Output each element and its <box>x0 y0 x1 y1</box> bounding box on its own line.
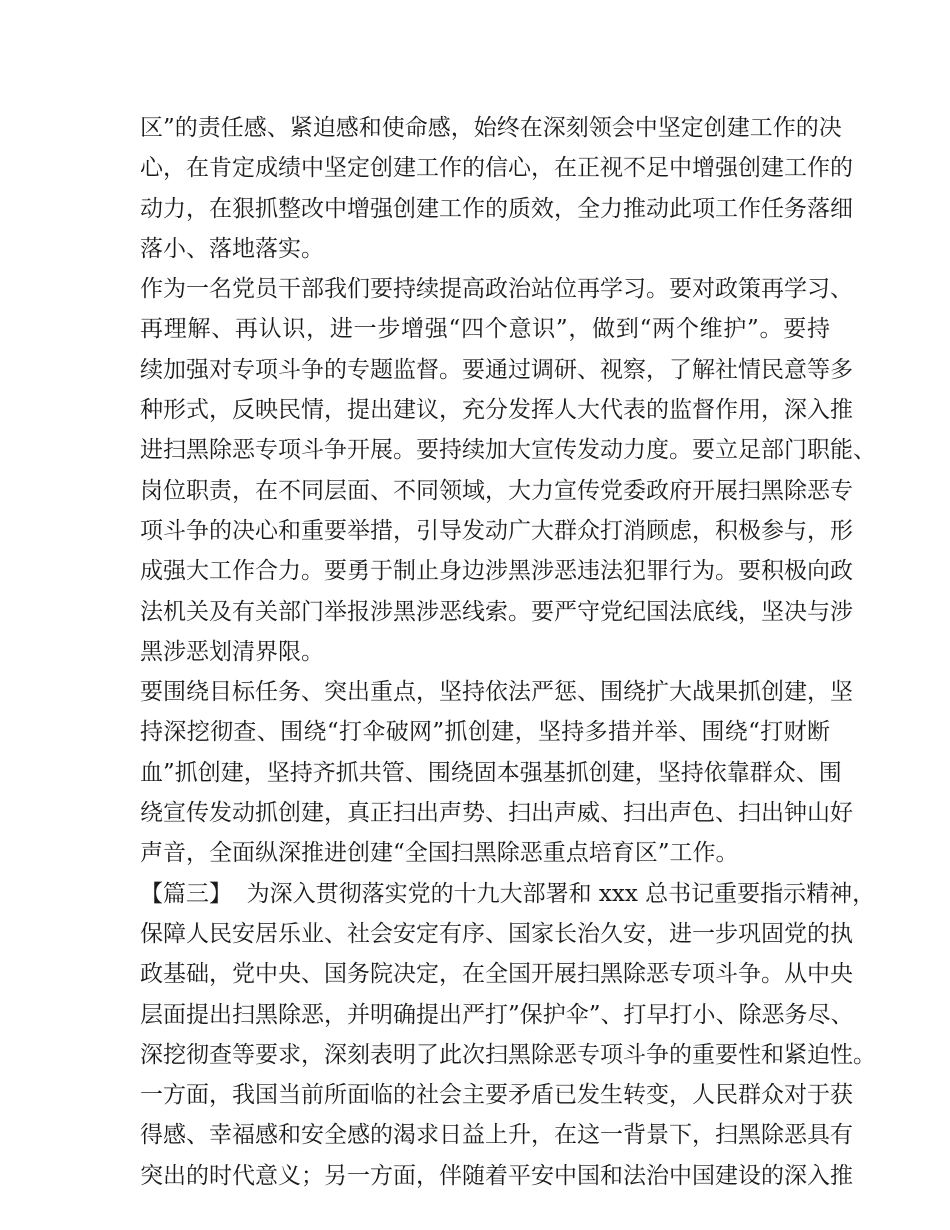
text-line: 得感、幸福感和安全感的渴求日益上升，在这一背景下，扫黑除恶具有 <box>140 1122 853 1149</box>
text-line: 作为一名党员干部我们要持续提高政治站位再学习。要对政策再学习、 <box>140 276 853 303</box>
text-line: 项斗争的决心和重要举措，引导发动广大群众打消顾虑，积极参与，形 <box>140 517 853 544</box>
text-line: 进扫黑除恶专项斗争开展。要持续加大宣传发动力度。要立足部门职能、 <box>140 437 876 464</box>
paragraph-p4 <box>140 874 876 1196</box>
text-line: 一方面，我国当前所面临的社会主要矛盾已发生转变，人民群众对于获 <box>140 1082 853 1109</box>
document-page <box>140 108 876 1196</box>
text-line: 落小、落地落实。 <box>140 235 324 262</box>
paragraph-p2 <box>140 269 876 672</box>
text-line: 动力，在狠抓整改中增强创建工作的质效，全力推动此项工作任务落细 <box>140 195 853 222</box>
text-line: 保障人民安居乐业、社会安定有序、国家长治久安，进一步巩固党的执 <box>140 920 853 947</box>
text-line: 再理解、再认识，进一步增强“四个意识”，做到“两个维护”。要持 <box>140 316 830 343</box>
text-line: 心，在肯定成绩中坚定创建工作的信心，在正视不足中增强创建工作的 <box>140 155 853 182</box>
text-line: 区”的责任感、紧迫感和使命感，始终在深刻领会中坚定创建工作的决 <box>140 115 842 141</box>
text-line: 【篇三】 为深入贯彻落实党的十九大部署和 xxx 总书记重要指示精神， <box>140 880 876 907</box>
text-line: 深挖彻查等要求，深刻表明了此次扫黑除恶专项斗争的重要性和紧迫性。 <box>140 1041 876 1068</box>
text-line: 持深挖彻查、围绕“打伞破网”抓创建，坚持多措并举、围绕“打财断 <box>140 719 830 746</box>
text-line: 要围绕目标任务、突出重点，坚持依法严惩、围绕扩大战果抓创建，坚 <box>140 679 853 706</box>
text-line: 血”抓创建，坚持齐抓共管、围绕固本强基抓创建，坚持依靠群众、围 <box>140 759 842 786</box>
text-line: 绕宣传发动抓创建，真正扫出声势、扫出声威、扫出声色、扫出钟山好 <box>140 800 853 827</box>
text-line: 法机关及有关部门举报涉黑涉恶线索。要严守党纪国法底线，坚决与涉 <box>140 598 853 625</box>
paragraph-p1 <box>140 108 853 269</box>
text-line: 层面提出扫黑除恶，并明确提出严打”保护伞”、打早打小、除恶务尽、 <box>140 1001 854 1028</box>
text-line: 岗位职责，在不同层面、不同领域，大力宣传党委政府开展扫黑除恶专 <box>140 477 853 504</box>
text-line: 黑涉恶划清界限。 <box>140 638 324 665</box>
text-line: 续加强对专项斗争的专题监督。要通过调研、视察，了解社情民意等多 <box>140 356 853 383</box>
text-line: 突出的时代意义；另一方面，伴随着平安中国和法治中国建设的深入推 <box>140 1162 853 1189</box>
paragraph-p3 <box>140 672 853 873</box>
text-line: 成强大工作合力。要勇于制止身边涉黑涉恶违法犯罪行为。要积极向政 <box>140 558 853 585</box>
text-line: 种形式，反映民情，提出建议，充分发挥人大代表的监督作用，深入推 <box>140 397 853 424</box>
text-line: 政基础，党中央、国务院决定，在全国开展扫黑除恶专项斗争。从中央 <box>140 961 853 988</box>
text-line: 声音，全面纵深推进创建“全国扫黑除恶重点培育区”工作。 <box>140 840 739 867</box>
